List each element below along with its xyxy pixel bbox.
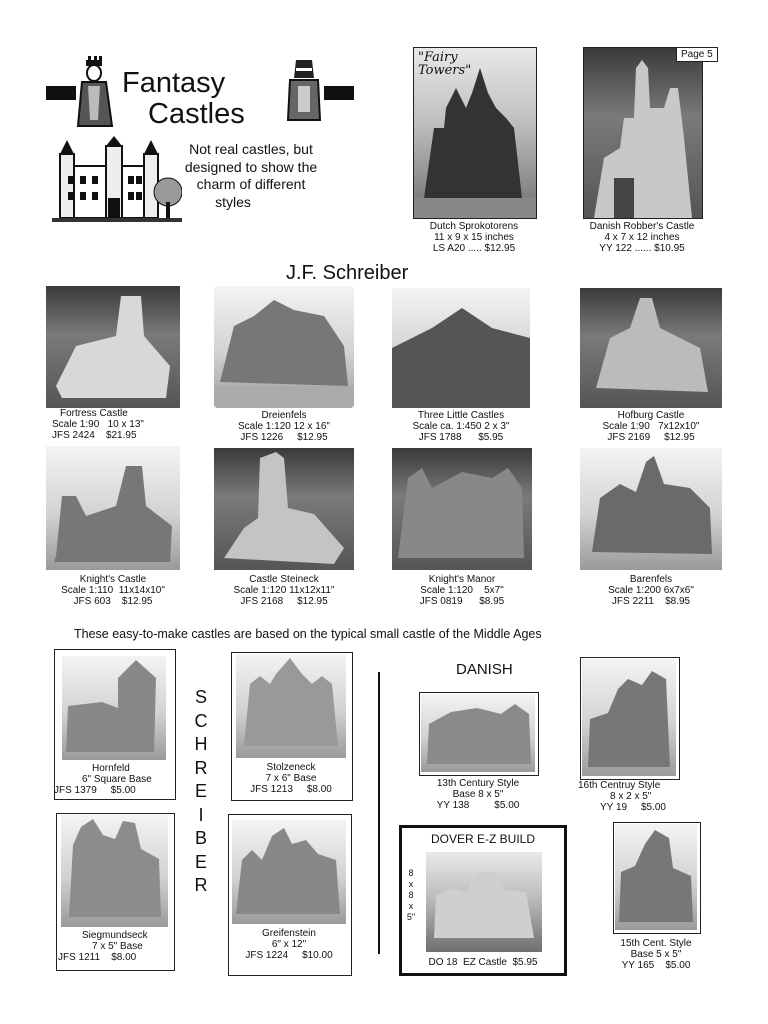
- vertical-letter: I: [198, 804, 204, 825]
- caption-name: Greifenstein: [262, 928, 316, 939]
- caption-size: 2 x 3": [484, 421, 510, 432]
- castle-illustration: [580, 288, 722, 408]
- page-number-label: Page 5: [676, 47, 718, 62]
- dover-price: $5.95: [512, 957, 538, 968]
- caption-base: 6" x 12": [271, 939, 307, 950]
- caption-base: 8 x 2 x 5": [610, 791, 652, 802]
- caption-scale: Scale 1:110: [61, 585, 114, 596]
- caption-scale: Scale 1:120: [233, 585, 287, 596]
- 15th-century-image: [615, 824, 697, 930]
- fortress-castle-caption: [52, 408, 144, 441]
- caption-size: 6x7x6": [663, 585, 694, 596]
- caption-base: Base 5 x 5": [630, 949, 682, 960]
- title-line2: Castles: [148, 98, 245, 130]
- caption-code: JFS 1224: [245, 950, 289, 961]
- caption-code-line: [598, 960, 714, 971]
- castle-illustration: [214, 286, 354, 408]
- caption-name: Siegmundseck: [82, 930, 148, 941]
- castle-steineck-image: [214, 448, 354, 570]
- caption-size: 5x7": [484, 585, 504, 596]
- caption-size: 10 x 13": [107, 419, 144, 430]
- castle-illustration: [61, 815, 168, 927]
- caption-name: Knight's Manor: [428, 574, 496, 585]
- 13th-century-caption: [414, 778, 542, 811]
- hofburg-castle-image: [580, 288, 722, 408]
- dover-size-part: 8: [408, 868, 414, 878]
- castle-illustration: [426, 852, 542, 952]
- caption-base: 7 x 6" Base: [265, 773, 317, 784]
- caption-code: JFS 2168: [240, 596, 284, 607]
- caption-code-line: [46, 596, 180, 607]
- caption-name: Dreienfels: [261, 410, 307, 421]
- stolzeneck-caption: [231, 762, 351, 795]
- castle-illustration: [236, 654, 346, 758]
- caption-name: 15th Cent. Style: [620, 938, 692, 949]
- castle-illustration: [46, 446, 180, 570]
- siegmundseck-caption: [58, 930, 148, 963]
- tagline-line: charm of different: [196, 176, 306, 192]
- vertical-letter: E: [194, 781, 207, 801]
- knights-manor-image: [392, 448, 532, 570]
- dover-name: EZ Castle: [462, 957, 507, 968]
- caption-code: JFS 1211: [58, 952, 101, 963]
- caption-base: 6" Square Base: [82, 774, 152, 785]
- caption-code-line: [414, 800, 542, 811]
- caption-scale: Scale ca. 1:450: [412, 421, 482, 432]
- caption-price: LS A20 ..... $12.95: [432, 243, 516, 254]
- caption-code: JFS 0819: [419, 596, 463, 607]
- caption-price: $8.95: [479, 596, 505, 607]
- castle-illustration: [214, 448, 354, 570]
- caption-name: Castle Steineck: [249, 574, 319, 585]
- caption-base: 7 x 5" Base: [92, 941, 143, 952]
- caption-code-line: [54, 785, 152, 796]
- caption-name: Stolzeneck: [266, 762, 316, 773]
- stolzeneck-image: [236, 654, 346, 758]
- 15th-century-caption: [598, 938, 714, 971]
- castle-drawing-icon: [52, 136, 182, 228]
- caption-code: YY 138: [436, 800, 470, 811]
- barenfels-caption: [580, 574, 722, 607]
- caption-size: 7x12x10": [658, 421, 700, 432]
- castle-illustration: [62, 656, 166, 760]
- dreienfels-image: [214, 286, 354, 408]
- caption-scale-line: [214, 421, 354, 432]
- tagline-line: styles: [215, 193, 251, 210]
- caption-scale: Scale 1:90: [52, 419, 100, 430]
- greifenstein-image: [232, 820, 346, 924]
- caption-price: $21.95: [105, 430, 137, 441]
- caption-code-line: [228, 950, 350, 961]
- caption-scale-line: [580, 421, 722, 432]
- caption-code: JFS 1788: [418, 432, 462, 443]
- tagline: [166, 141, 336, 211]
- caption-scale: Scale 1:120: [238, 421, 291, 432]
- caption-name: 16th Centruy Style: [578, 780, 661, 791]
- caption-name: Barenfels: [629, 574, 673, 585]
- 13th-century-image: [421, 694, 535, 772]
- caption-price: $5.00: [110, 785, 136, 796]
- caption-price: $5.00: [665, 960, 691, 971]
- caption-code: YY 19: [600, 802, 628, 813]
- title-line1: Fantasy: [122, 67, 226, 99]
- caption-code-line: [58, 952, 148, 963]
- danish-heading: DANISH: [456, 661, 513, 678]
- caption-price: $5.00: [494, 800, 520, 811]
- vertical-letter: R: [194, 757, 208, 778]
- vertical-letter: R: [194, 875, 208, 895]
- dover-heading: DOVER E-Z BUILD: [430, 832, 535, 846]
- caption-code-line: [580, 432, 722, 443]
- caption-code: JFS 1379: [54, 785, 97, 796]
- dover-ez-castle-image: [426, 852, 542, 952]
- three-little-castles-caption: [392, 410, 530, 443]
- fairy-towers-image: [413, 47, 537, 219]
- hornfeld-image: [62, 656, 166, 760]
- knight-figure-icon: [284, 58, 324, 124]
- knights-castle-caption: [46, 574, 180, 607]
- castle-illustration: [392, 288, 530, 408]
- caption-name: Hornfeld: [92, 763, 130, 774]
- caption-scale-line: [580, 585, 722, 596]
- hofburg-castle-caption: [580, 410, 722, 443]
- caption-price: $8.00: [306, 784, 332, 795]
- caption-price: $8.00: [111, 952, 137, 963]
- vertical-letter: H: [194, 734, 208, 754]
- caption-scale: Scale 1:200: [608, 585, 661, 596]
- caption-code-line: [214, 596, 354, 607]
- dutch-caption: [414, 221, 534, 254]
- caption-name: Hofburg Castle: [617, 410, 685, 421]
- dover-side-size: [405, 868, 417, 923]
- dover-size-part: 8: [408, 890, 414, 900]
- caption-name: 13th Century Style: [436, 778, 520, 789]
- castle-illustration: [392, 448, 532, 570]
- caption-size: 11x14x10": [118, 585, 165, 596]
- caption-code: YY 165: [621, 960, 655, 971]
- caption-price: $10.00: [302, 950, 333, 961]
- caption-code-line: [231, 784, 351, 795]
- caption-code: JFS 2424: [52, 430, 95, 441]
- dover-size-part: 5": [406, 912, 416, 922]
- caption-size: 11 x 9 x 15 inches: [434, 232, 514, 243]
- caption-size: 11x12x11": [289, 585, 335, 596]
- caption-code: JFS 2211: [611, 596, 654, 607]
- caption-scale-line: [46, 585, 180, 596]
- caption-code: JFS 1226: [240, 432, 284, 443]
- tagline-line: Not real castles, but: [189, 141, 313, 157]
- king-figure-icon: [72, 56, 118, 130]
- caption-price: $5.00: [640, 802, 666, 813]
- barenfels-image: [580, 448, 722, 570]
- castle-illustration: [46, 286, 180, 408]
- caption-code: JFS 1213: [250, 784, 293, 795]
- caption-scale-line: [392, 421, 530, 432]
- greifenstein-caption: [228, 928, 350, 961]
- three-little-castles-image: [392, 288, 530, 408]
- caption-base: Base 8 x 5": [452, 789, 504, 800]
- vertical-letter: B: [194, 828, 207, 848]
- caption-name: Danish Robber's Castle: [589, 221, 695, 232]
- 16th-century-image: [582, 659, 676, 776]
- fairy-towers-line: "Fairy: [418, 50, 458, 65]
- castle-illustration: [232, 820, 346, 924]
- dover-code: DO 18: [428, 957, 458, 968]
- tagline-line: designed to show the: [184, 158, 318, 175]
- caption-code: JFS 603: [73, 596, 111, 607]
- caption-code-line: [578, 802, 666, 813]
- caption-name: Three Little Castles: [417, 410, 505, 421]
- caption-price: $5.95: [478, 432, 504, 443]
- caption-price: $12.95: [297, 596, 328, 607]
- caption-size: 12 x 16": [293, 421, 330, 432]
- caption-price: $8.95: [665, 596, 691, 607]
- schreiber-vertical-text: [191, 686, 211, 898]
- castle-steineck-caption: [214, 574, 354, 607]
- caption-scale-line: [214, 585, 354, 596]
- caption-scale: Scale 1:90: [602, 421, 650, 432]
- dreienfels-caption: [214, 410, 354, 443]
- castle-illustration: [615, 824, 697, 930]
- castle-illustration: [582, 659, 676, 776]
- caption-scale-line: [392, 585, 532, 596]
- fairy-towers-line: Towers": [418, 63, 472, 78]
- caption-price: YY 122 ...... $10.95: [599, 243, 685, 254]
- knights-castle-image: [46, 446, 180, 570]
- section-divider: [378, 672, 380, 954]
- caption-code-line: [392, 432, 530, 443]
- dover-size-part: x: [408, 879, 414, 889]
- dover-size-part: x: [408, 901, 414, 911]
- right-flag-bar: [324, 86, 354, 100]
- fairy-towers-title: [418, 51, 471, 77]
- danish-robber-caption: [572, 221, 712, 254]
- caption-code-line: [52, 430, 144, 441]
- schreiber-heading: J.F. Schreiber: [286, 262, 409, 284]
- castle-illustration: [421, 694, 535, 772]
- caption-price: $12.95: [664, 432, 695, 443]
- easy-castles-note: These easy-to-make castles are based on the typical small castle of the Middle Ages: [74, 627, 542, 641]
- caption-code: JFS 2169: [607, 432, 651, 443]
- vertical-letter: E: [194, 851, 207, 872]
- castle-illustration: [580, 448, 722, 570]
- caption-name: Knight's Castle: [79, 574, 147, 585]
- caption-name: Dutch Sprokotorens: [429, 221, 519, 232]
- vertical-letter: S: [194, 687, 207, 707]
- siegmundseck-image: [61, 815, 168, 927]
- knights-manor-caption: [392, 574, 532, 607]
- danish-robbers-castle-image: [583, 47, 703, 219]
- 16th-century-caption: [578, 780, 666, 813]
- caption-price: $12.95: [297, 432, 328, 443]
- caption-code-line: [392, 596, 532, 607]
- castle-illustration: [584, 48, 702, 218]
- caption-size: 4 x 7 x 12 inches: [604, 232, 680, 243]
- caption-name: Fortress Castle: [60, 408, 128, 419]
- caption-price: $12.95: [121, 596, 153, 607]
- caption-scale: Scale 1:120: [420, 585, 473, 596]
- fortress-castle-image: [46, 286, 180, 408]
- hornfeld-caption: [54, 763, 152, 796]
- vertical-letter: C: [194, 710, 208, 731]
- caption-code-line: [580, 596, 722, 607]
- caption-code-line: [214, 432, 354, 443]
- caption-scale-line: [52, 419, 144, 430]
- dover-caption: [402, 957, 564, 968]
